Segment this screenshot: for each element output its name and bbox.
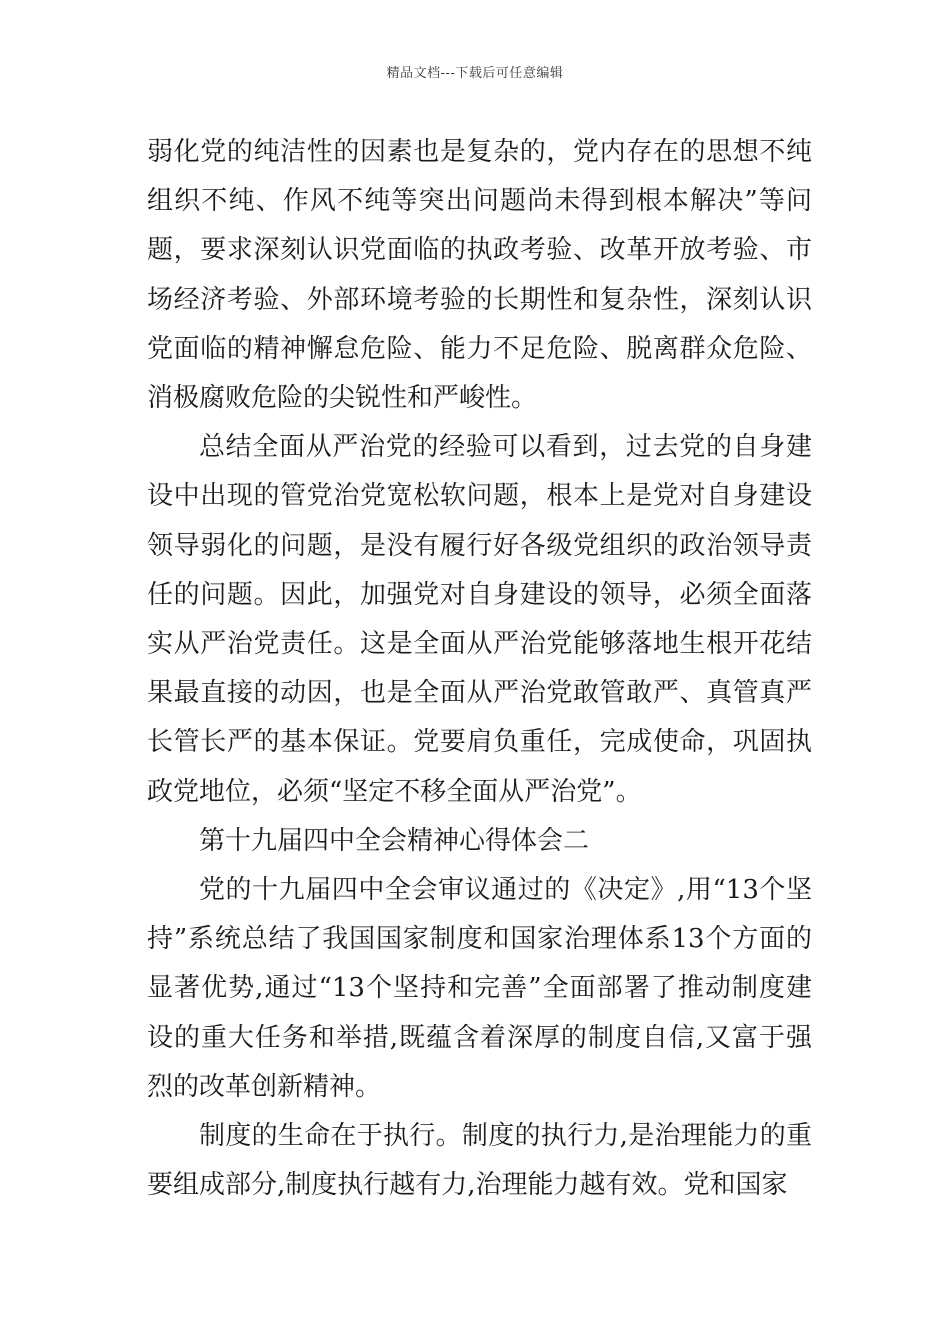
document-body <box>147 128 812 1210</box>
paragraph-4: 制度的生命在于执行。制度的执行力,是治理能力的重要组成部分,制度执行越有力,治理能力越有效。党和国家 <box>147 1121 812 1201</box>
paragraph-1: 弱化党的纯洁性的因素也是复杂的，党内存在的思想不纯组织不纯、作风不纯等突出问题尚未得到根本解决”等问题，要求深刻认识党面临的执政考验、改革开放考验、市场经济考验、外部环境考验的长期性和复杂性，深刻认识党面临的精神懈怠危险、能力不足危险、脱离群众危险、消极腐败危险的尖锐性和严峻性。 <box>147 137 812 414</box>
paragraph-3: 党的十九届四中全会审议通过的《决定》,用“13个坚持”系统总结了我国国家制度和国家治理体系13个方面的显著优势,通过“13个坚持和完善”全面部署了推动制度建设的重大任务和举措,既蕴含着深厚的制度自信,又富于强烈的改革创新精神。 <box>147 875 812 1102</box>
paragraph-2: 总结全面从严治党的经验可以看到，过去党的自身建设中出现的管党治党宽松软问题，根本上是党对自身建设领导弱化的问题，是没有履行好各级党组织的政治领导责任的问题。因此，加强党对自身建设的领导，必须全面落实从严治党责任。这是全面从严治党能够落地生根开花结果最直接的动因，也是全面从严治党敢管敢严、真管真严长管长严的基本保证。党要肩负重任，完成使命，巩固执政党地位，必须“坚定不移全面从严治党”。 <box>147 432 812 807</box>
page-header: 精品文档---下载后可任意编辑 <box>386 66 564 81</box>
section-heading: 第十九届四中全会精神心得体会二 <box>199 825 590 856</box>
